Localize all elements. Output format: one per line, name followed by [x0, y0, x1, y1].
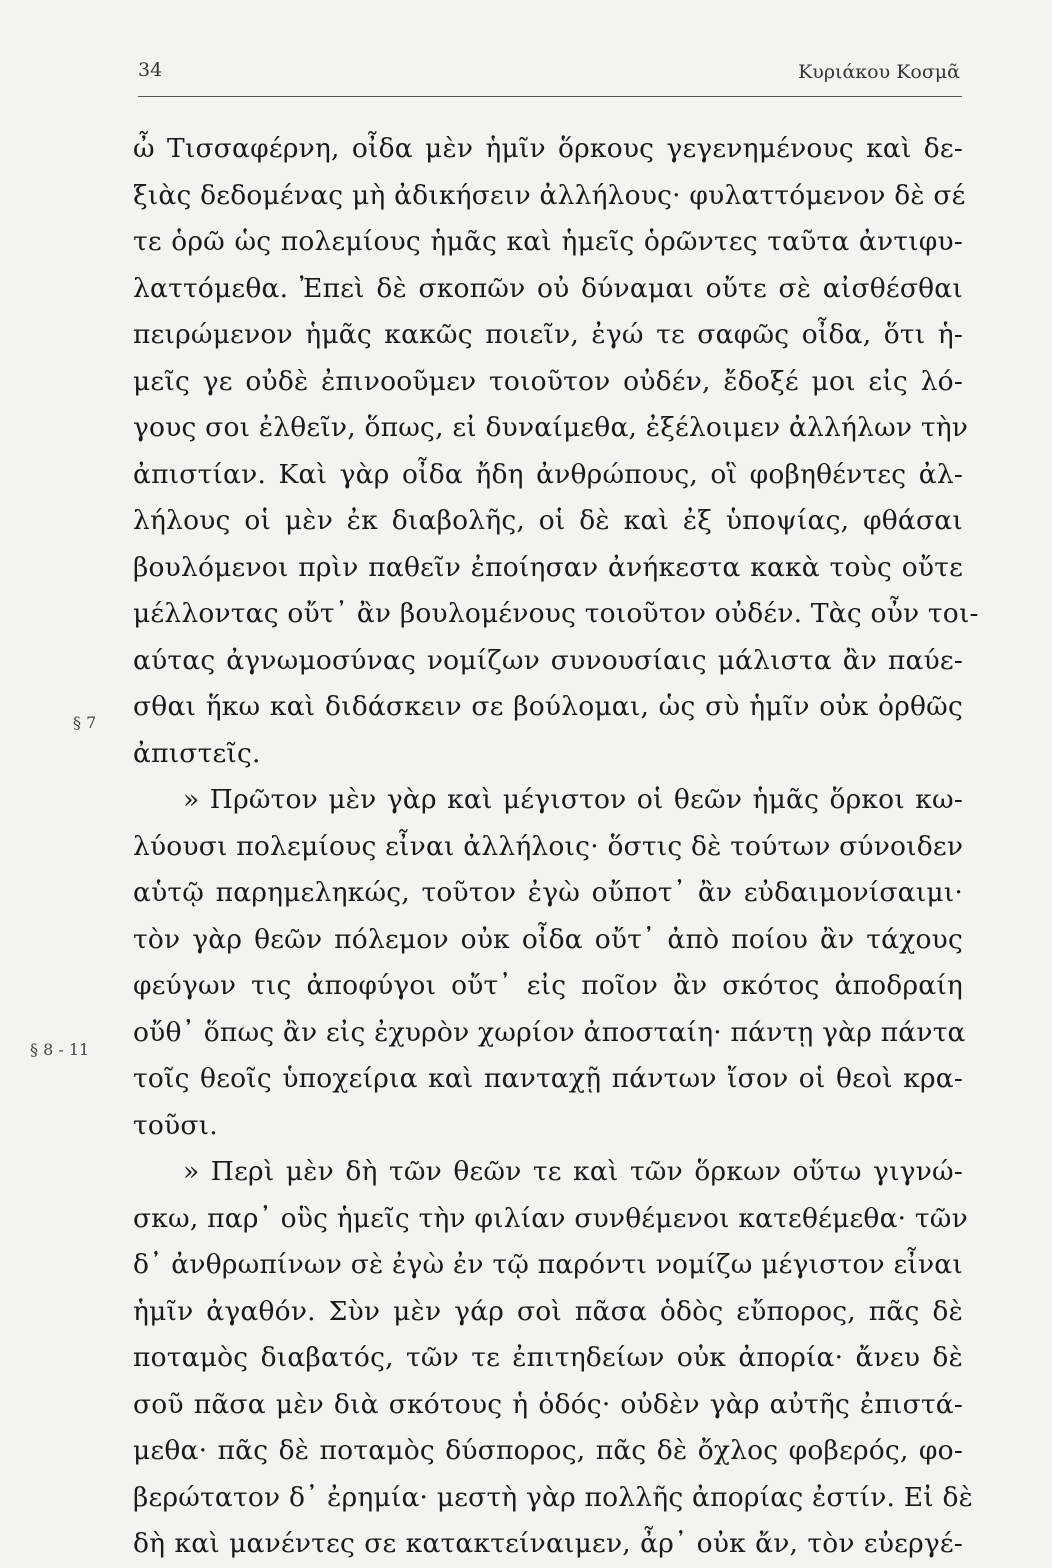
text-line: μέλλοντας οὔτ᾽ ἂν βουλομένους τοιοῦτον οὐδέν. Τὰς οὖν τοι- — [133, 598, 979, 629]
text-line: τε ὁρῶ ὡς πολεμίους ἡμᾶς καὶ ἡμεῖς ὁρῶντες ταῦτα ἀντιφυ- — [133, 226, 963, 257]
text-line: οὔθ᾽ ὅπως ἂν εἰς ἐχυρὸν χωρίον ἀποσταίη· πάντῃ γὰρ πάντα — [133, 1016, 966, 1048]
text-line: σκω, παρ᾽ οὓς ἡμεῖς τὴν φιλίαν συνθέμενοι κατεθέμεθα· τῶν — [133, 1202, 968, 1234]
text-line: » Πρῶτον μὲν γὰρ καὶ μέγιστον οἱ θεῶν ἡμᾶς ὅρκοι κω- — [183, 784, 963, 815]
text-line: ἡμῖν ἀγαθόν. Σὺν μὲν γάρ σοὶ πᾶσα ὁδὸς εὔπορος, πᾶς δὲ — [133, 1295, 963, 1327]
text-line: ἀπιστεῖς. — [133, 737, 261, 769]
text-line: αὑτῷ παρημεληκώς, τοῦτον ἐγὼ οὔποτ᾽ ἂν εὐδαιμονίσαιμι· — [133, 877, 963, 908]
text-line: μεῖς γε οὐδὲ ἐπινοοῦμεν τοιοῦτον οὐδέν, ἔδοξέ μοι εἰς λό- — [133, 365, 963, 397]
text-line: δ᾽ ἀνθρωπίνων σὲ ἐγὼ ἐν τῷ παρόντι νομίζω μέγιστον εἶναι — [133, 1249, 963, 1280]
section-marker: § 7 — [73, 713, 97, 732]
text-line: γους σοι ἐλθεῖν, ὅπως, εἰ δυναίμεθα, ἐξέλοιμεν ἀλλήλων τὴν — [133, 412, 969, 443]
text-line: μεθα· πᾶς δὲ ποταμὸς δύσπορος, πᾶς δὲ ὄχλος φοβερός, φο- — [133, 1435, 963, 1466]
text-line: ὦ Τισσαφέρνη, οἶδα μὲν ἡμῖν ὅρκους γεγενημένους καὶ δε- — [133, 133, 963, 164]
text-line: λαττόμεθα. Ἐπεὶ δὲ σκοπῶν οὐ δύναμαι οὔτε σὲ αἰσθέσθαι — [133, 272, 963, 304]
text-line: ποταμὸς διαβατός, τῶν τε ἐπιτηδείων οὐκ ἀπορία· ἄνευ δὲ — [133, 1342, 963, 1373]
section-marker: § 8 - 11 — [30, 1040, 90, 1059]
text-line: αύτας ἀγνωμοσύνας νομίζων συνουσίαις μάλιστα ἂν παύε- — [133, 644, 963, 676]
running-head: Κυριάκου Κοσμᾶ — [798, 61, 960, 83]
text-line: σοῦ πᾶσα μὲν διὰ σκότους ἡ ὁδός· οὐδὲν γὰρ αὐτῆς ἐπιστά- — [133, 1388, 963, 1420]
text-line: τοῦσι. — [133, 1109, 218, 1141]
header-rule — [138, 96, 962, 97]
text-line: βερώτατον δ᾽ ἐρημία· μεστὴ γὰρ πολλῆς ἀπορίας ἐστίν. Εἰ δὲ — [133, 1481, 974, 1513]
page-number: 34 — [138, 59, 163, 81]
text-line: ξιὰς δεδομένας μὴ ἀδικήσειν ἀλλήλους· φυλαττόμενον δὲ σέ — [133, 179, 966, 211]
text-line: βουλόμενοι πρὶν παθεῖν ἐποίησαν ἀνήκεστα κακὰ τοὺς οὔτε — [133, 551, 963, 583]
text-line: ἀπιστίαν. Καὶ γὰρ οἶδα ἤδη ἀνθρώπους, οἳ φοβηθέντες ἀλ- — [133, 458, 963, 490]
text-line: δὴ καὶ μανέντες σε κατακτείναιμεν, ἆρ᾽ οὐκ ἄν, τὸν εὐεργέ- — [133, 1528, 963, 1559]
page-header — [138, 55, 960, 89]
text-line: » Περὶ μὲν δὴ τῶν θεῶν τε καὶ τῶν ὅρκων οὕτω γιγνώ- — [183, 1156, 963, 1187]
text-line: λήλους οἱ μὲν ἐκ διαβολῆς, οἱ δὲ καὶ ἐξ ὑποψίας, φθάσαι — [133, 505, 963, 536]
body-text — [133, 126, 979, 1568]
text-line: σθαι ἥκω καὶ διδάσκειν σε βούλομαι, ὡς σὺ ἡμῖν οὐκ ὀρθῶς — [133, 691, 963, 722]
text-line: λύουσι πολεμίους εἶναι ἀλλήλοις· ὅστις δὲ τούτων σύνοιδεν — [133, 830, 964, 862]
text-line: φεύγων τις ἀποφύγοι οὔτ᾽ εἰς ποῖον ἂν σκότος ἀποδραίη — [133, 970, 963, 1001]
text-line: πειρώμενον ἡμᾶς κακῶς ποιεῖν, ἐγώ τε σαφῶς οἶδα, ὅτι ἡ- — [133, 319, 963, 350]
text-line: τοῖς θεοῖς ὑποχείρια καὶ πανταχῇ πάντων ἴσον οἱ θεοὶ κρα- — [133, 1063, 963, 1094]
text-line: τὸν γὰρ θεῶν πόλεμον οὐκ οἶδα οὔτ᾽ ἀπὸ ποίου ἂν τάχους — [133, 923, 963, 955]
